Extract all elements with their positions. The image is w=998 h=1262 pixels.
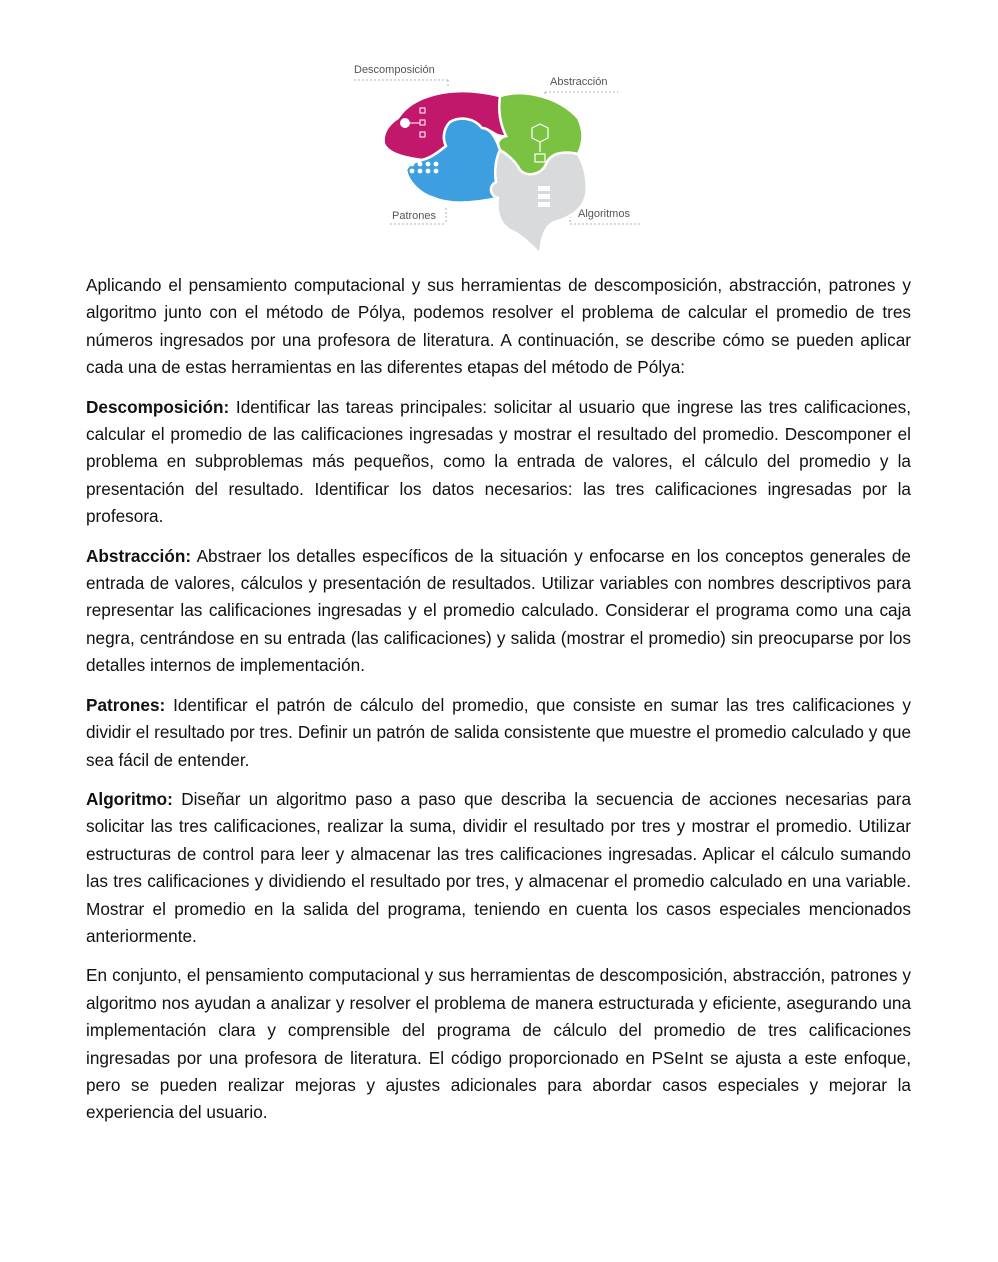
section-title: Descomposición:: [86, 396, 230, 417]
label-decomposition: Descomposición: [354, 64, 435, 76]
section-text: Abstraer los detalles específicos de la situación y enfocarse en los conceptos generales de entrada de valores, cálculos y presentación de resultados. Utilizar variables con nombres descriptivos para representar las calificaciones ingresadas y el promedio calculado. Considerar el programa como una caja negra, centrándose en su entrada (las calificaciones) y salida (mostrar el promedio) sin preocuparse por los detalles internos de implementación.: [86, 545, 911, 676]
computational-thinking-brain-figure: [350, 58, 650, 258]
section-text: Diseñar un algoritmo paso a paso que describa la secuencia de acciones necesarias para solicitar las tres calificaciones, realizar la suma, dividir el resultado por tres y mostrar el promedio. Utilizar estructuras de control para leer y almacenar las tres calificaciones ingresadas. Aplicar el cálculo sumando las tres calificaciones y dividiendo el resultado por tres, y almacenar el promedio calculado en una variable. Mostrar el promedio en la salida del programa, teniendo en cuenta los casos especiales mencionados anteriormente.: [86, 788, 911, 946]
label-algorithms: Algoritmos: [578, 208, 630, 220]
section-text: Identificar las tareas principales: solicitar al usuario que ingrese las tres calificaciones, calcular el promedio de las calificaciones ingresadas y mostrar el resultado del promedio. Descomponer el problema en subproblemas más pequeños, como la entrada de valores, el cálculo del promedio y la presentación del resultado. Identificar los datos necesarios: las tres calificaciones ingresadas por la profesora.: [86, 396, 911, 527]
section-title: Algoritmo:: [86, 788, 173, 809]
section-title: Patrones:: [86, 694, 166, 715]
section-decomposition: [86, 394, 911, 531]
conclusion-paragraph: En conjunto, el pensamiento computacional y sus herramientas de descomposición, abstracción, patrones y algoritmo nos ayudan a analizar y resolver el problema de manera estructurada y eficiente, asegurando una implementación clara y comprensible del programa de cálculo del promedio de tres calificaciones ingresadas por una profesora de literatura. El código proporcionado en PSeInt se ajusta a este enfoque, pero se pueden realizar mejoras y ajustes adicionales para abordar casos especiales y mejorar la experiencia del usuario.: [86, 965, 911, 1123]
section-title: Abstracción:: [86, 545, 192, 566]
section-abstraction: [86, 543, 911, 680]
document-body: [86, 272, 911, 1139]
label-abstraction: Abstracción: [550, 76, 608, 88]
intro-paragraph: Aplicando el pensamiento computacional y sus herramientas de descomposición, abstracción, patrones y algoritmo junto con el método de Pólya, podemos resolver el problema de calcular el promedio de tres números ingresados por una profesora de literatura. A continuación, se describe cómo se pueden aplicar cada una de estas herramientas en las diferentes etapas del método de Pólya:: [86, 275, 911, 378]
algorithms-pictogram: [538, 186, 550, 207]
section-algorithm: [86, 786, 911, 950]
section-patterns: [86, 692, 911, 774]
section-text: Identificar el patrón de cálculo del promedio, que consiste en sumar las tres calificaciones y dividir el resultado por tres. Definir un patrón de salida consistente que muestre el promedio calculado y que sea fácil de entender.: [86, 694, 911, 770]
label-patterns: Patrones: [392, 210, 437, 222]
